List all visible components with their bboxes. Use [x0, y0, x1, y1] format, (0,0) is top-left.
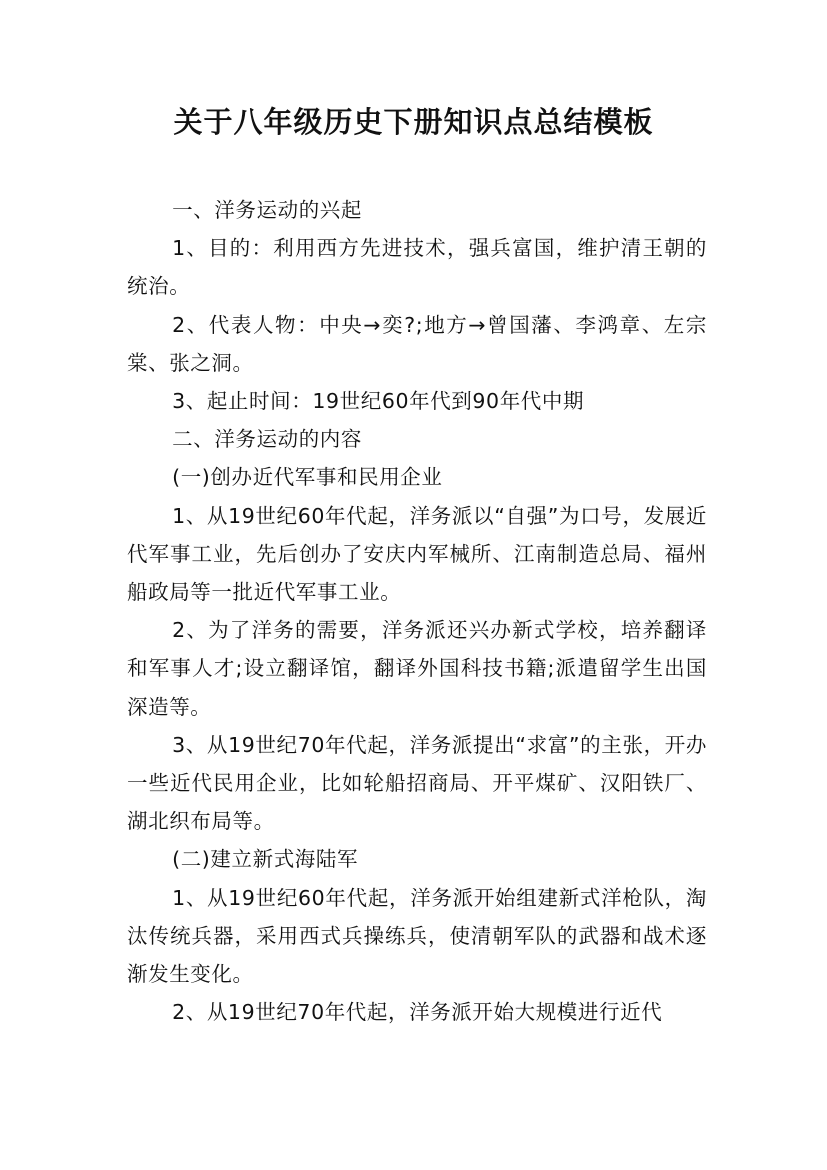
paragraph: 2、代表人物：中央→奕?;地方→曾国藩、李鸿章、左宗棠、张之洞。 [127, 312, 707, 375]
paragraph: 1、从19世纪60年代起，洋务派以“自强”为口号，发展近代军事工业，先后创办了安庆内军械所、江南制造总局、福州船政局等一批近代军事工业。 [127, 503, 707, 605]
subsection-heading: (一)创办近代军事和民用企业 [172, 465, 443, 490]
section-heading: 一、洋务运动的兴起 [172, 198, 362, 222]
document-title: 关于八年级历史下册知识点总结模板 [173, 105, 654, 139]
paragraph: 3、从19世纪70年代起，洋务派提出“求富”的主张，开办一些近代民用企业，比如轮船招商局、开平煤矿、汉阳铁厂、湖北织布局等。 [127, 732, 707, 834]
paragraph: 2、从19世纪70年代起，洋务派开始大规模进行近代 [172, 1000, 663, 1025]
paragraph: 3、起止时间：19世纪60年代到90年代中期 [172, 389, 585, 414]
subsection-heading: (二)建立新式海陆军 [172, 847, 359, 872]
paragraph: 1、从19世纪60年代起，洋务派开始组建新式洋枪队，淘汰传统兵器，采用西式兵操练兵，使清朝军队的武器和战术逐渐发生变化。 [127, 885, 707, 987]
document-body [127, 191, 707, 1031]
section-heading: 二、洋务运动的内容 [172, 427, 362, 452]
paragraph: 1、目的：利用西方先进技术，强兵富国，维护清王朝的统治。 [127, 236, 707, 299]
paragraph: 2、为了洋务的需要，洋务派还兴办新式学校，培养翻译和军事人才;设立翻译馆，翻译外国科技书籍;派遣留学生出国深造等。 [127, 618, 707, 719]
